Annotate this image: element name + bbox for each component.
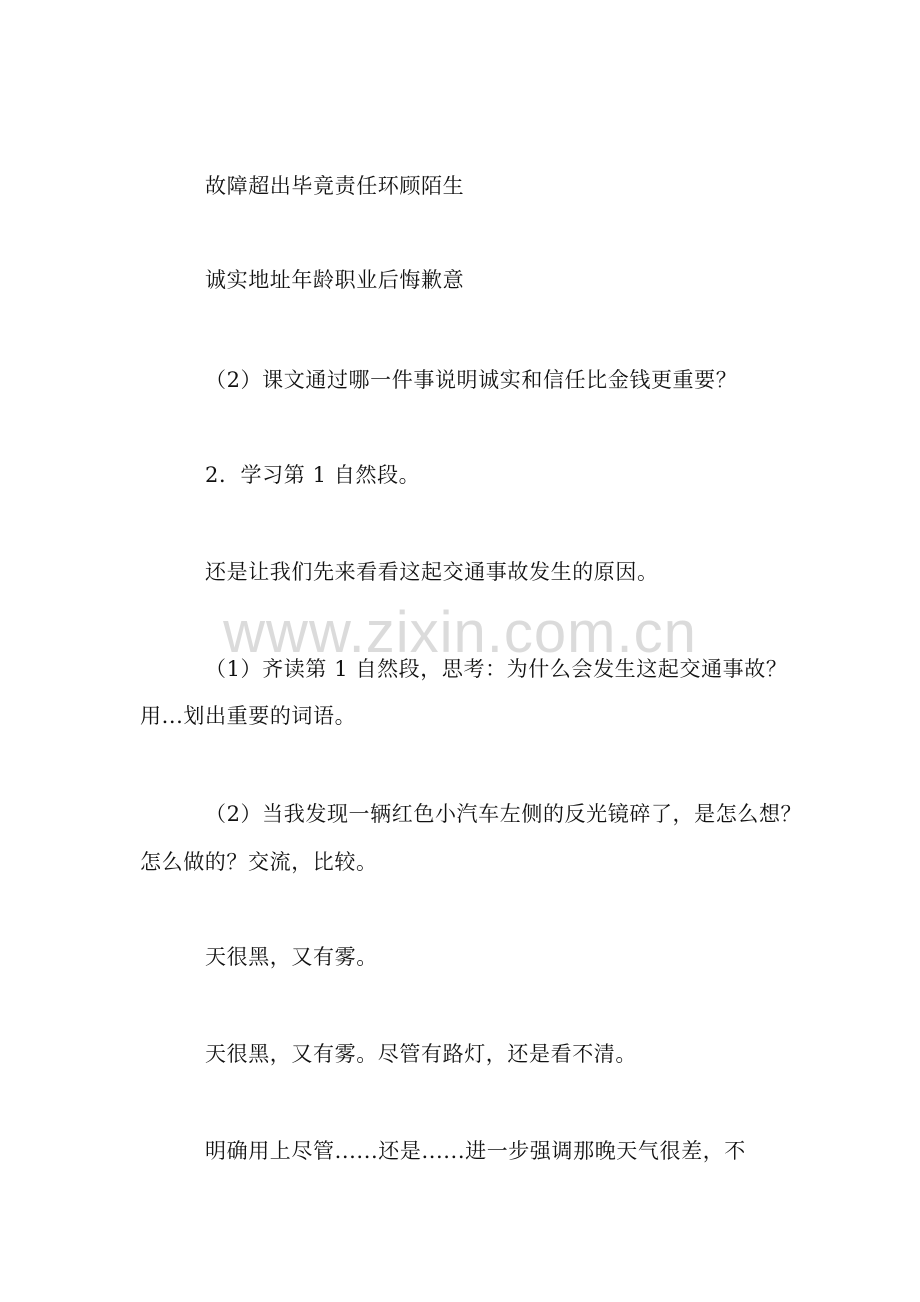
sentence-2: 天很黑，又有雾。尽管有路灯，还是看不清。: [205, 1042, 637, 1066]
intro-paragraph: 还是让我们先来看看这起交通事故发生的原因。: [205, 560, 659, 584]
question-2-line: （2）课文通过哪一件事说明诚实和信任比金钱更重要？: [205, 368, 738, 392]
watermark-text: www.zixin.com.cn: [223, 600, 697, 665]
step-1-line-b: 用...划出重要的词语。: [140, 704, 357, 728]
step-2-line-b: 怎么做的？交流，比较。: [140, 850, 378, 874]
explanation-line: 明确用上尽管......还是......进一步强调那晚天气很差，不: [205, 1139, 746, 1163]
sentence-1: 天很黑，又有雾。: [205, 945, 378, 969]
step-2-line-a: （2）当我发现一辆红色小汽车左侧的反光镜碎了，是怎么想？: [205, 802, 803, 826]
word-list-line-1: 故障超出毕竟责任环顾陌生: [205, 174, 465, 198]
word-list-line-2: 诚实地址年龄职业后悔歉意: [205, 268, 465, 292]
section-2-heading: 2．学习第 1 自然段。: [205, 463, 421, 487]
step-1-line-a: （1）齐读第 1 自然段，思考：为什么会发生这起交通事故？: [205, 657, 788, 681]
